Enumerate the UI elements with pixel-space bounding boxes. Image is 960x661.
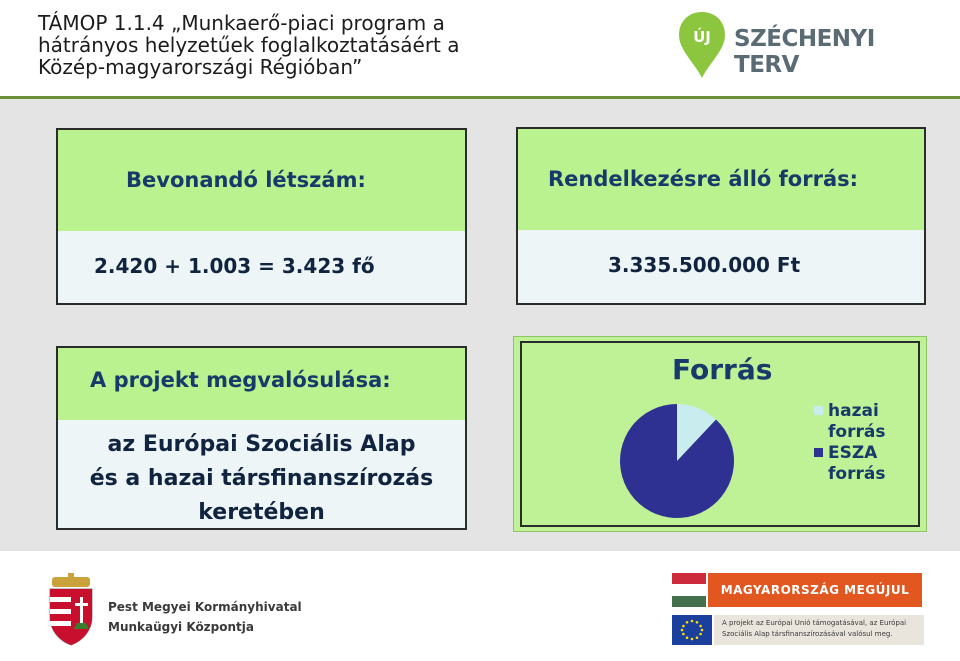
legend-item [814, 443, 914, 485]
chart-legend [814, 401, 914, 485]
legend-swatch [814, 448, 823, 457]
title-line-1: TÁMOP 1.1.4 „Munkaerő-piaci program a [38, 11, 445, 35]
legend-swatch [814, 406, 823, 415]
legend-label: hazai forrás [828, 401, 886, 442]
implementation-line-3: keretében [198, 500, 325, 525]
magyarorszag-megujul-logo [672, 573, 922, 607]
mm-label: MAGYARORSZÁG MEGÚJUL [708, 573, 922, 607]
eu-line-2: Szociális Alap társfinanszírozásával valósul meg. [722, 630, 893, 638]
organization-name [108, 597, 308, 637]
funding-label: Rendelkezésre álló forrás: [548, 167, 859, 191]
implementation-line-1: az Európai Szociális Alap [107, 432, 416, 457]
implementation-label: A projekt megvalósulása: [90, 368, 391, 392]
participants-value: 2.420 + 1.003 = 3.423 fő [94, 254, 375, 278]
implementation-line-2: és a hazai társfinanszírozás [89, 466, 434, 491]
eu-support-notice [714, 615, 924, 645]
logo-text: SZÉCHENYI TERV [734, 26, 875, 78]
location-pin-icon [676, 10, 728, 80]
chart-frame [520, 341, 920, 527]
eu-line-1: A projekt az Európai Unió támogatásával, az Európai [722, 619, 907, 627]
szechenyi-terv-logo [676, 10, 926, 80]
participants-label: Bevonandó létszám: [126, 168, 366, 192]
org-line-1: Pest Megyei Kormányhivatal [108, 600, 302, 614]
coat-of-arms-icon [44, 573, 98, 647]
footer [0, 551, 960, 661]
logo-mark: ÚJ [693, 28, 711, 46]
title-line-3: Közép-magyarországi Régióban” [38, 55, 363, 79]
funding-card [516, 127, 926, 305]
org-line-2: Munkaügyi Központja [108, 620, 254, 634]
eu-flag-icon [672, 615, 712, 645]
funding-chart [513, 336, 927, 532]
legend-item [814, 401, 914, 443]
pie-chart [617, 401, 737, 521]
funding-value: 3.335.500.000 Ft [608, 253, 801, 277]
implementation-card [56, 346, 467, 530]
legend-label: ESZA forrás [828, 443, 886, 484]
header [0, 0, 960, 98]
pie-slice-esza-forr-s [620, 404, 734, 518]
implementation-body [58, 428, 465, 530]
participants-card [56, 128, 467, 305]
title-line-2: hátrányos helyzetűek foglalkoztatásáért a [38, 33, 460, 57]
hungarian-flag-icon [672, 573, 706, 607]
chart-title: Forrás [672, 353, 773, 386]
header-title [38, 12, 638, 78]
